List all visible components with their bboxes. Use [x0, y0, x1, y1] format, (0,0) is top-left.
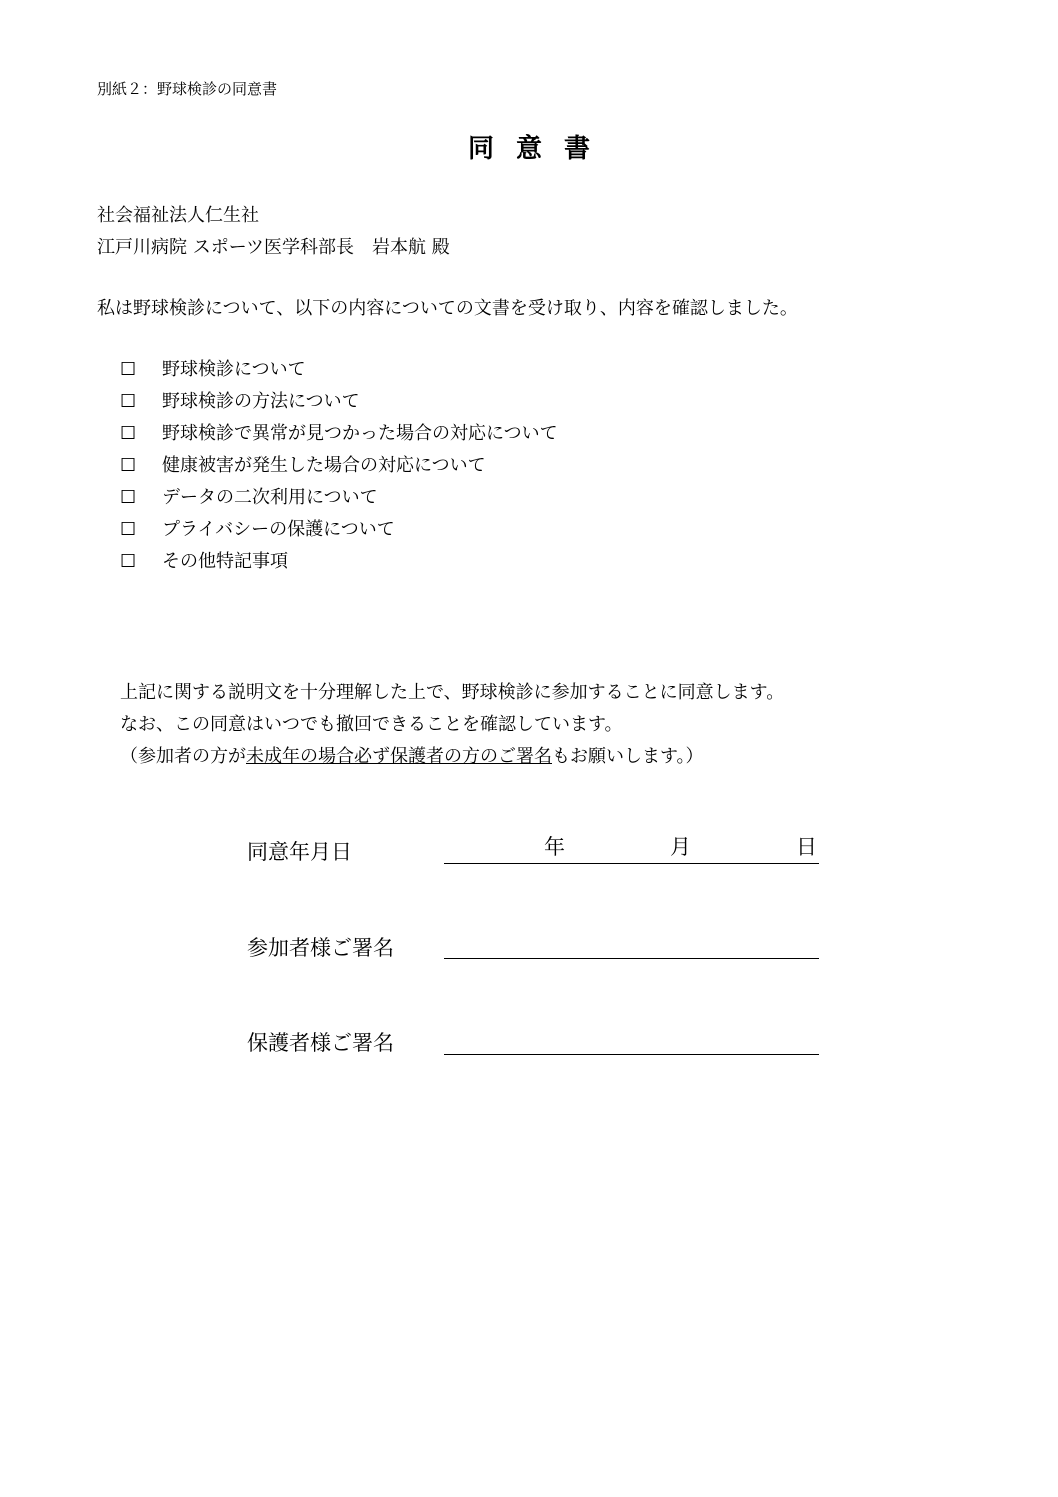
statement-underlined-note: 未成年の場合必ず保護者の方のご署名 [246, 746, 552, 767]
page-title: 同意書 [467, 134, 612, 164]
day-label: 日 [796, 835, 817, 859]
checklist-item[interactable] [120, 454, 558, 486]
guardian-signature-field[interactable] [444, 1026, 819, 1055]
checklist-item-label: 野球検診の方法について [162, 391, 360, 412]
checkbox-icon[interactable]: ☐ [120, 455, 137, 476]
checklist-item[interactable] [120, 422, 558, 454]
guardian-signature-label: 保護者様ご署名 [247, 1031, 394, 1055]
checklist-item[interactable] [120, 550, 558, 582]
intro-text: 私は野球検診について、以下の内容についての文書を受け取り、内容を確認しました。 [97, 298, 798, 319]
date-field[interactable] [444, 835, 819, 864]
checklist-item-label: 野球検診について [162, 359, 306, 380]
checklist-item-label: 野球検診で異常が見つかった場合の対応について [162, 423, 558, 444]
attachment-note: 別紙２：野球検診の同意書 [97, 80, 278, 98]
statement-suffix: もお願いします。） [552, 746, 704, 767]
participant-signature-field[interactable] [444, 930, 819, 959]
checklist-item[interactable] [120, 518, 558, 550]
recipient-organization: 社会福祉法人仁生社 [97, 205, 259, 226]
checkbox-icon[interactable]: ☐ [120, 487, 137, 508]
date-label: 同意年月日 [247, 840, 352, 864]
checkbox-icon[interactable]: ☐ [120, 359, 137, 380]
participant-signature-label: 参加者様ご署名 [247, 936, 394, 960]
month-label: 月 [670, 835, 691, 859]
checkbox-icon[interactable]: ☐ [120, 519, 137, 540]
checkbox-icon[interactable]: ☐ [120, 551, 137, 572]
checklist-item[interactable] [120, 390, 558, 422]
consent-statement-line2: なお、この同意はいつでも撤回できることを確認しています。 [120, 714, 623, 735]
checkbox-icon[interactable]: ☐ [120, 423, 137, 444]
checklist-item-label: プライバシーの保護について [162, 519, 395, 540]
year-label: 年 [544, 835, 565, 859]
checkbox-icon[interactable]: ☐ [120, 391, 137, 412]
checklist-item-label: データの二次利用について [162, 487, 378, 508]
checklist-item-label: 健康被害が発生した場合の対応について [162, 455, 486, 476]
checklist-item[interactable] [120, 358, 558, 390]
checklist-item[interactable] [120, 486, 558, 518]
checklist-item-label: その他特記事項 [162, 551, 288, 572]
statement-prefix: （参加者の方が [120, 746, 246, 767]
checklist [120, 358, 558, 582]
recipient-department: 江戸川病院 スポーツ医学科部長 岩本航 殿 [97, 237, 450, 258]
consent-statement-line3 [120, 742, 704, 768]
consent-statement-line1: 上記に関する説明文を十分理解した上で、野球検診に参加することに同意します。 [120, 682, 785, 703]
